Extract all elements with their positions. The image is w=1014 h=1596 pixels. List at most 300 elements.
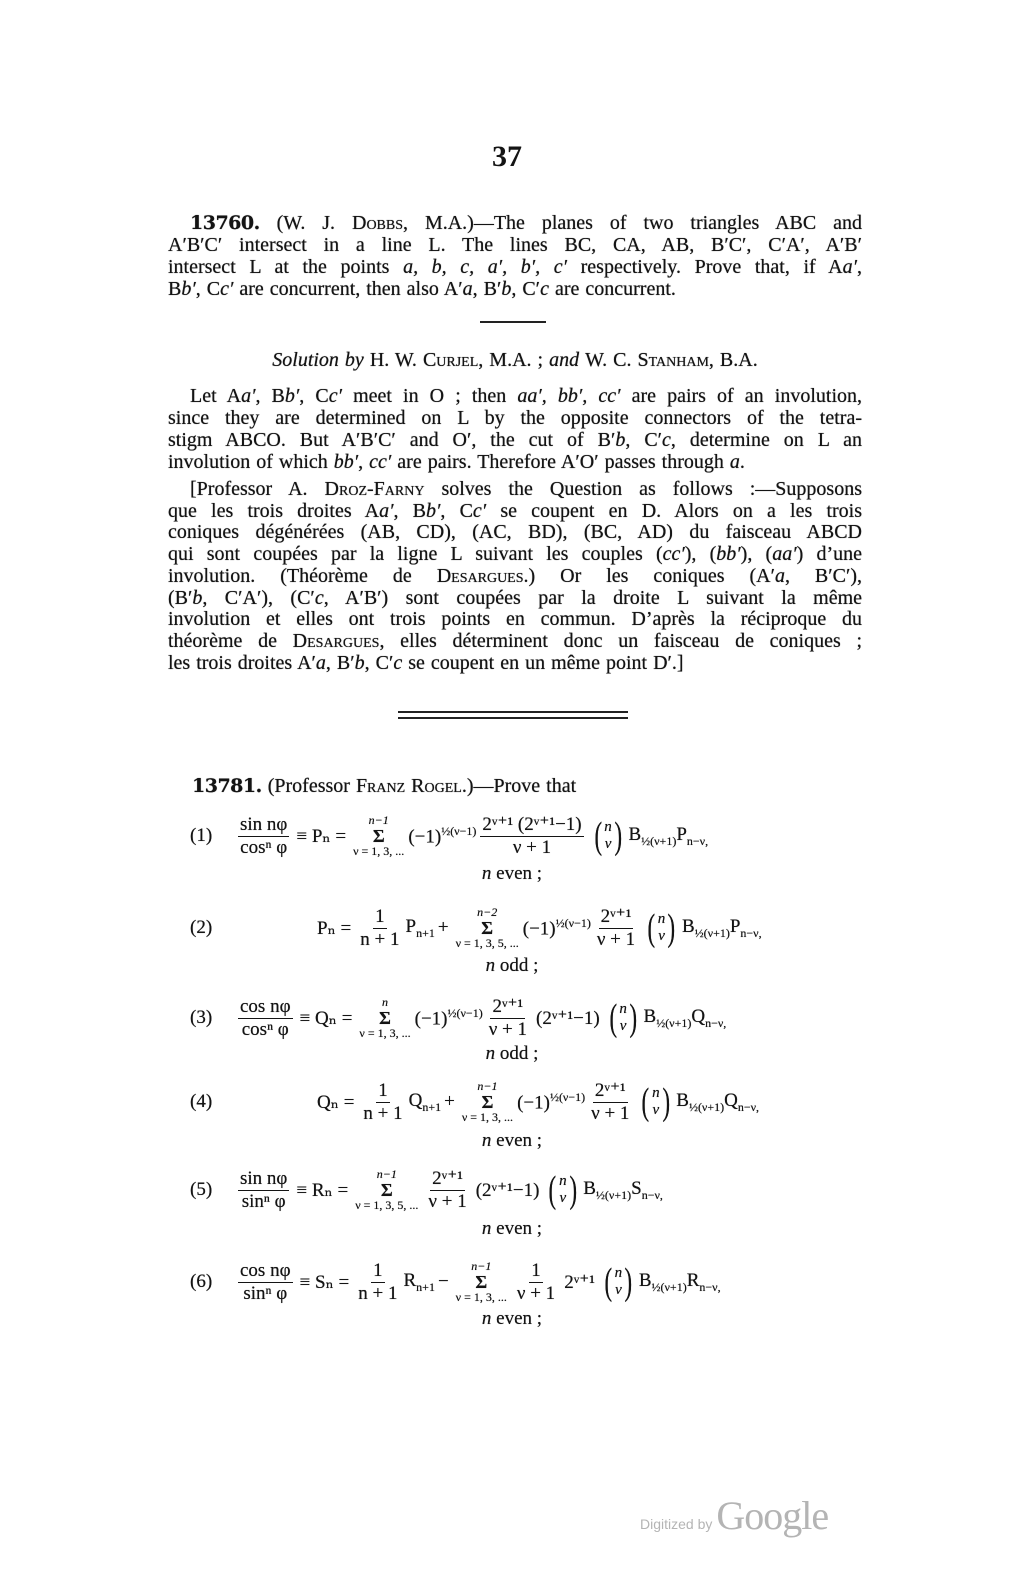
text-segment: , C′ — [364, 651, 394, 674]
equation-condition — [0, 863, 1014, 885]
equation-condition — [0, 955, 1014, 977]
fraction — [361, 1080, 404, 1125]
sum-lower-limit: ν = 1, 3, 5, ... — [355, 1198, 419, 1212]
text-segment: , C′ — [511, 278, 541, 300]
sum-lower-limit: ν = 1, 3, ... — [353, 844, 405, 858]
base: (−1) — [517, 1092, 550, 1114]
binomial-coefficient — [546, 1170, 579, 1210]
summation — [456, 906, 519, 950]
left-paren: ( — [548, 1169, 557, 1211]
sum-lower-limit: ν = 1, 3, ... — [455, 1290, 507, 1304]
numerator: sin nφ — [240, 1167, 288, 1189]
binomial-bottom: ν — [652, 1102, 660, 1118]
text-segment: coniques dégénérées (AB, CD), (AC, BD), (BC, AD) du faisceau ABCD — [168, 521, 862, 544]
text-segment: b — [615, 429, 626, 451]
numerator: 1 — [375, 905, 385, 927]
text-segment: Desargues — [292, 629, 380, 652]
text-segment: meet in O ; then — [341, 385, 518, 407]
math-text: ≡ Sₙ = — [299, 1271, 350, 1293]
binomial-stack — [559, 1173, 567, 1207]
text-segment: , B′ — [325, 651, 355, 674]
condition-variable: n — [481, 1218, 492, 1239]
text-segment: involution of which — [168, 451, 334, 473]
text-line — [168, 631, 862, 653]
right-paren: ) — [569, 1169, 577, 1211]
subscript: ½(ν+1) — [688, 1099, 725, 1114]
subscript: ½(ν+1) — [641, 833, 677, 848]
text-segment: Dobbs — [352, 212, 404, 234]
numerator: 2ᵛ⁺¹ — [432, 1167, 463, 1189]
math-text: Qₙ = — [317, 1091, 355, 1113]
right-paren: ) — [667, 907, 676, 949]
condition-text: even ; — [491, 1308, 543, 1329]
equation-condition — [0, 1218, 1014, 1240]
google-logo: Google — [716, 1493, 829, 1538]
condition-text: odd ; — [495, 955, 539, 976]
denominator: cosⁿ φ — [240, 836, 288, 858]
text-segment: c — [540, 278, 549, 300]
base: B — [681, 915, 695, 937]
subscripted-term — [676, 824, 708, 849]
fraction — [487, 996, 529, 1041]
text-segment: bb′ — [333, 451, 359, 473]
sum-upper-limit: n — [382, 995, 389, 1009]
base: B — [643, 1005, 657, 1027]
subscripted-term — [724, 1090, 759, 1115]
base: Q — [691, 1005, 706, 1027]
binomial-stack — [604, 819, 612, 853]
text-segment: , B′C′), — [784, 564, 863, 587]
text-segment: , C — [440, 499, 473, 522]
left-paren: ( — [604, 1261, 613, 1303]
power — [517, 1090, 585, 1114]
condition-text: odd ; — [495, 1043, 539, 1064]
text-segment: c — [393, 651, 403, 674]
text-segment: are concurrent, then also A′ — [233, 278, 463, 300]
denominator: n + 1 — [360, 928, 400, 950]
equation-number: (2) — [190, 917, 213, 938]
math-text: + — [444, 1091, 455, 1112]
fraction — [238, 1168, 289, 1213]
condition-text: even ; — [491, 1130, 543, 1151]
sigma-symbol: Σ — [379, 1008, 391, 1028]
text-segment: bb′ — [716, 543, 741, 566]
text-segment: c′ — [472, 499, 487, 522]
equation-3 — [190, 988, 870, 1048]
base: R — [686, 1269, 700, 1291]
fraction — [426, 1168, 468, 1213]
summation — [353, 814, 404, 858]
text-segment: a, b, c, a′, b′, c′ — [403, 256, 568, 278]
text-segment: are pairs of an involution, — [620, 385, 863, 407]
text-line — [168, 429, 862, 451]
subscripted-term — [403, 1270, 434, 1295]
text-segment: se coupent en D. Alors on a les trois — [486, 499, 862, 522]
binomial-stack — [652, 1085, 660, 1119]
base: (−1) — [414, 1008, 448, 1030]
fraction — [595, 906, 637, 951]
fraction — [589, 1080, 631, 1125]
text-segment: les trois droites A′ — [168, 651, 316, 674]
condition-variable: n — [481, 863, 492, 884]
fraction — [480, 814, 583, 859]
subscripted-term — [405, 916, 434, 941]
subscripted-term — [639, 1270, 687, 1295]
text-segment: que les trois droites A — [168, 499, 380, 522]
text-line — [168, 544, 862, 566]
fraction — [238, 814, 289, 859]
summation — [359, 996, 410, 1040]
subscripted-term — [730, 916, 762, 941]
denominator: ν + 1 — [516, 1282, 556, 1304]
sum-upper-limit: n−1 — [376, 1167, 397, 1181]
binomial-coefficient — [602, 1262, 635, 1302]
text-segment: ), ( — [684, 543, 717, 566]
text-segment: c′ — [328, 385, 342, 407]
denominator: ν + 1 — [591, 1102, 630, 1124]
equation-5 — [190, 1160, 870, 1220]
condition-variable: n — [485, 955, 496, 976]
sigma-symbol: Σ — [380, 1180, 393, 1200]
text-segment: Franz Rogel — [355, 775, 462, 797]
text-segment: , B.A. — [708, 349, 758, 371]
text-segment: qui sont coupées par la ligne L suivant les couples ( — [168, 543, 663, 566]
text-segment: a — [729, 451, 740, 473]
text-segment: b′ — [181, 278, 196, 300]
right-paren: ) — [624, 1261, 633, 1303]
math-text: ≡ Rₙ = — [296, 1179, 349, 1201]
subscript: n+1 — [422, 1099, 442, 1114]
text-line — [168, 501, 862, 523]
text-segment: intersect L at the points — [168, 256, 404, 278]
text-segment: a′ — [379, 499, 394, 522]
condition-variable: n — [481, 1130, 492, 1151]
subscript: n−ν, — [641, 1187, 663, 1202]
numerator: 1 — [373, 1259, 383, 1281]
text-segment: , M.A. ; — [478, 349, 550, 371]
sum-upper-limit: n−1 — [477, 1079, 498, 1093]
equation-number: (1) — [190, 825, 213, 846]
solution-paragraph — [168, 385, 862, 473]
sum-lower-limit: ν = 1, 3, 5, ... — [455, 936, 519, 950]
text-segment: ) d’une — [796, 543, 863, 566]
math-text: + — [437, 917, 449, 938]
subscript: n+1 — [416, 925, 435, 940]
text-segment: , M.A.)—The planes of two triangles ABC and — [403, 212, 863, 234]
fraction — [515, 1260, 557, 1305]
numerator: 1 — [531, 1259, 541, 1281]
sum-upper-limit: n−2 — [477, 905, 498, 919]
power — [415, 1006, 483, 1030]
right-paren: ) — [614, 815, 622, 857]
base: S — [631, 1177, 642, 1199]
subscript: ½(ν+1) — [656, 1015, 692, 1030]
sigma-symbol: Σ — [475, 1272, 488, 1292]
denominator: n + 1 — [363, 1102, 403, 1124]
subscripted-term — [644, 1006, 692, 1031]
binomial-bottom: ν — [619, 1018, 627, 1034]
text-line — [168, 349, 862, 371]
exponent: ½(ν−1) — [555, 915, 591, 930]
numerator: cos nφ — [240, 1259, 291, 1281]
text-segment: a′ — [241, 385, 256, 407]
numerator: 2ᵛ⁺¹ — [600, 905, 632, 927]
binomial-coefficient — [592, 816, 625, 856]
math-text: ≡ Pₙ = — [296, 825, 347, 847]
text-line — [168, 588, 862, 610]
text-segment: , — [857, 256, 862, 278]
subscript: n−ν, — [740, 925, 762, 940]
fraction — [358, 906, 401, 951]
right-paren: ) — [629, 997, 637, 1039]
base: B — [676, 1089, 689, 1111]
text-segment: . — [739, 451, 745, 473]
subscripted-term — [682, 916, 730, 941]
text-segment: se coupent en un même point D′.] — [402, 651, 684, 674]
text-segment: , C — [299, 385, 329, 407]
equation-condition — [0, 1308, 1014, 1330]
text-segment: b′ — [426, 499, 441, 522]
subscript: ½(ν+1) — [694, 925, 730, 940]
binomial-top: n — [559, 1173, 567, 1189]
double-rule-top — [398, 711, 628, 713]
numerator: cos nφ — [240, 995, 291, 1017]
binomial-top: n — [614, 1265, 623, 1281]
text-segment: respectively. Prove that, if A — [567, 256, 843, 278]
text-segment: H. W. — [369, 349, 423, 371]
question-13760 — [168, 212, 862, 300]
binomial-top: n — [604, 819, 612, 835]
denominator: cosⁿ φ — [241, 1018, 289, 1040]
google-watermark — [640, 1492, 828, 1539]
sum-lower-limit: ν = 1, 3, ... — [461, 1110, 514, 1124]
base: P — [676, 823, 687, 845]
exponent: ½(ν−1) — [549, 1089, 586, 1104]
base: R — [403, 1269, 417, 1291]
fraction — [238, 1260, 293, 1305]
text-segment: , B — [393, 499, 427, 522]
text-segment: , A′B′) sont coupées par la droite L suivant la même — [323, 586, 863, 609]
text-segment: are pairs. Therefore A′O′ passes through — [391, 451, 730, 473]
subscript: ½(ν+1) — [595, 1187, 632, 1202]
subscripted-term — [409, 1090, 442, 1115]
equation-condition — [0, 1043, 1014, 1065]
binomial-stack — [615, 1265, 623, 1299]
text-segment: , C′A′), (C′ — [202, 586, 315, 609]
power — [523, 916, 591, 940]
base: Q — [408, 1089, 423, 1111]
alternative-solution-paragraph — [168, 479, 862, 674]
sum-upper-limit: n−1 — [471, 1259, 492, 1273]
equation-number: (4) — [190, 1091, 213, 1112]
text-segment: , B′ — [472, 278, 502, 300]
text-line — [168, 234, 862, 256]
base: Q — [724, 1089, 738, 1111]
text-segment: Desargues — [436, 564, 524, 587]
text-segment: b — [192, 586, 203, 609]
double-rule-bottom — [398, 717, 628, 719]
binomial-top: n — [619, 1001, 627, 1017]
exponent: ½(ν−1) — [447, 1005, 483, 1020]
text-segment: involution. (Théorème de — [168, 564, 437, 587]
text-line — [168, 385, 862, 407]
text-segment: Droz-Farny — [324, 478, 425, 500]
text-segment: , B — [255, 385, 285, 407]
binomial-stack — [619, 1001, 627, 1035]
subscripted-term — [687, 1270, 721, 1295]
text-segment: théorème de — [168, 629, 293, 652]
sum-lower-limit: ν = 1, 3, ... — [359, 1026, 411, 1040]
subscripted-term — [676, 1090, 724, 1115]
text-segment: 13760. — [190, 212, 260, 234]
text-line — [168, 256, 862, 278]
base: B — [583, 1177, 596, 1199]
text-segment: solves the Question as follows :—Supposons — [424, 478, 862, 500]
text-segment: Solution by — [272, 349, 370, 371]
text-segment: b — [354, 651, 365, 674]
text-segment: cc′ — [662, 543, 685, 566]
text-segment: aa′ — [772, 543, 797, 566]
text-segment: B — [168, 278, 182, 300]
sigma-symbol: Σ — [372, 826, 385, 846]
equation-1 — [190, 806, 870, 866]
denominator: ν + 1 — [512, 836, 552, 858]
binomial-bottom: ν — [615, 1282, 622, 1298]
text-segment: a — [315, 651, 326, 674]
equation-4 — [190, 1072, 870, 1132]
text-segment: a — [774, 564, 785, 587]
denominator: ν + 1 — [596, 928, 636, 950]
text-segment: ), ( — [740, 543, 773, 566]
condition-variable: n — [485, 1043, 496, 1064]
subscripted-term — [691, 1006, 726, 1031]
exponent: ½(ν−1) — [441, 823, 477, 838]
binomial-bottom: ν — [604, 836, 612, 852]
denominator: ν + 1 — [428, 1190, 467, 1212]
denominator: n + 1 — [358, 1282, 398, 1304]
sigma-symbol: Σ — [481, 918, 494, 938]
numerator: 2ᵛ⁺¹ (2ᵛ⁺¹−1) — [482, 813, 582, 835]
text-line — [168, 212, 862, 234]
text-segment: W. C. — [585, 349, 638, 371]
math-text: (2ᵛ⁺¹−1) — [475, 1179, 540, 1201]
text-segment: involution et elles ont trois points en commun. D’après la réciproque du — [168, 608, 862, 631]
text-segment: stigm ABCO. But A′B′C′ and O′, the cut of B′ — [168, 429, 616, 451]
watermark-prefix: Digitized by — [640, 1516, 713, 1532]
numerator: 2ᵛ⁺¹ — [594, 1079, 626, 1101]
subscripted-term — [583, 1178, 631, 1203]
text-segment: c — [662, 429, 671, 451]
math-text: − — [437, 1271, 449, 1292]
question-13781-heading — [192, 775, 886, 797]
text-segment: aa′, bb′, cc′ — [517, 385, 621, 407]
text-segment: A′B′C′ intersect in a line L. The lines BC, CA, AB, B′C′, C′A′, A′B′ — [168, 234, 862, 256]
text-segment: cc′ — [369, 451, 392, 473]
text-line — [168, 609, 862, 631]
binomial-coefficient — [639, 1082, 672, 1122]
solution-byline — [168, 349, 862, 371]
text-line — [168, 653, 862, 675]
sigma-symbol: Σ — [481, 1092, 494, 1112]
equation-condition — [0, 1130, 1014, 1152]
summation — [462, 1080, 513, 1124]
text-segment: are concurrent. — [548, 278, 676, 300]
text-segment: since they are determined on L by the opposite connectors of the tetra- — [168, 407, 862, 429]
denominator: sinⁿ φ — [241, 1190, 286, 1212]
text-line — [168, 407, 862, 429]
text-segment: and — [549, 349, 586, 371]
subscript: ½(ν+1) — [651, 1279, 687, 1294]
condition-text: even ; — [491, 863, 543, 884]
power — [408, 824, 476, 848]
left-paren: ( — [641, 1081, 650, 1123]
text-segment: .)—Prove that — [461, 775, 577, 797]
text-segment: Let A — [190, 385, 242, 407]
binomial-coefficient — [645, 908, 678, 948]
text-line — [168, 479, 862, 501]
numerator: 2ᵛ⁺¹ — [492, 995, 524, 1017]
text-segment: , elles déterminent donc un faisceau de coniques ; — [379, 629, 862, 652]
text-segment: , — [358, 451, 370, 473]
binomial-bottom: ν — [658, 928, 665, 944]
text-segment: , determine on L an — [670, 429, 862, 451]
text-line — [168, 522, 862, 544]
subscript: n−ν, — [705, 1015, 727, 1030]
text-segment: 13781. — [192, 775, 262, 797]
summation — [355, 1168, 418, 1212]
text-segment: Curjel — [422, 349, 479, 371]
binomial-top: n — [652, 1085, 660, 1101]
text-segment: (Professor — [261, 775, 356, 797]
summation — [456, 1260, 507, 1304]
equation-6 — [190, 1252, 870, 1312]
subscript: n−ν, — [699, 1279, 721, 1294]
math-text: (2ᵛ⁺¹−1) — [536, 1007, 600, 1029]
condition-variable: n — [481, 1308, 492, 1329]
binomial-stack — [658, 911, 666, 945]
text-line — [168, 451, 862, 473]
binomial-top: n — [657, 911, 666, 927]
base: (−1) — [408, 826, 442, 848]
text-segment: [Professor A. — [190, 478, 325, 500]
text-segment: b′ — [284, 385, 300, 407]
subscripted-term — [628, 824, 676, 849]
denominator: sinⁿ φ — [243, 1282, 288, 1304]
equation-2 — [190, 898, 870, 958]
fraction — [238, 996, 293, 1041]
numerator: 1 — [378, 1079, 388, 1101]
text-segment: , C′ — [625, 429, 663, 451]
text-segment: .) Or les coniques (A′ — [523, 564, 775, 587]
text-segment: (W. J. — [259, 212, 352, 234]
binomial-bottom: ν — [559, 1190, 567, 1206]
condition-text: even ; — [491, 1218, 543, 1239]
text-segment: a — [462, 278, 473, 300]
text-segment: Stanham — [637, 349, 709, 371]
base: B — [638, 1269, 652, 1291]
base: (−1) — [522, 918, 556, 940]
math-text: 2ᵛ⁺¹ — [564, 1271, 595, 1293]
equation-number: (6) — [190, 1271, 213, 1292]
fraction — [356, 1260, 399, 1305]
numerator: sin nφ — [240, 813, 288, 835]
subscript: n−ν, — [737, 1099, 760, 1114]
text-line — [168, 278, 862, 300]
denominator: ν + 1 — [488, 1018, 527, 1040]
equation-number: (3) — [190, 1007, 213, 1028]
subscripted-term — [631, 1178, 663, 1203]
left-paren: ( — [609, 997, 617, 1039]
